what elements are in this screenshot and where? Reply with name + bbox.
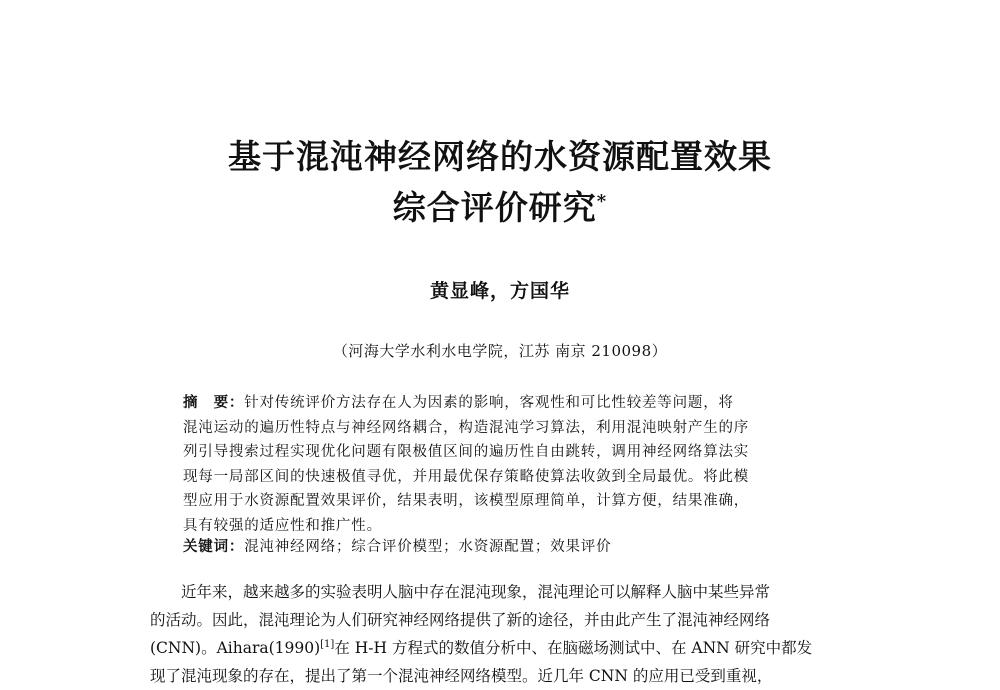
- keywords-label: 关键词：: [183, 539, 245, 555]
- body-line: [150, 634, 860, 662]
- authors: 黄显峰，方国华: [429, 280, 570, 302]
- affiliation: （河海大学水利水电学院，江苏 南京 210098）: [332, 342, 668, 360]
- abstract-line: 列引导搜索过程实现优化问题有限极值区间的遍历性自由跳转，调用神经网络算法实: [183, 444, 750, 461]
- paper-title-line-2: [0, 188, 1000, 228]
- abstract: [183, 391, 823, 539]
- abstract-line: 现每一局部区间的快速极值寻优，并用最优保存策略使算法收敛到全局最优。将此模: [183, 468, 750, 485]
- body-text-segment: (CNN)。Aihara(1990): [150, 639, 321, 657]
- abstract-line: 混沌运动的遍历性特点与神经网络耦合，构造混沌学习算法，利用混沌映射产生的序: [183, 419, 750, 436]
- body-line: 近年来，越来越多的实验表明人脑中存在混沌现象，混沌理论可以解释人脑中某些异常: [181, 583, 771, 601]
- citation-ref[interactable]: [1]: [320, 638, 335, 650]
- title-footnote-mark: *: [596, 191, 608, 212]
- paper-title-line-1: 基于混沌神经网络的水资源配置效果: [228, 137, 772, 176]
- keywords-text: 混沌神经网络；综合评价模型；水资源配置；效果评价: [244, 539, 612, 555]
- abstract-line: 型应用于水资源配置效果评价，结果表明，该模型原理简单，计算方便，结果准确，: [183, 493, 750, 510]
- body-paragraph: [150, 578, 860, 690]
- abstract-label: 摘 要：: [183, 395, 245, 411]
- body-line: 的活动。因此，混沌理论为人们研究神经网络提供了新的途径，并由此产生了混沌神经网络: [150, 611, 771, 629]
- abstract-line: 具有较强的适应性和推广性。: [183, 517, 382, 534]
- abstract-line: [183, 391, 823, 416]
- paper-title-line-2-text: 综合评价研究: [392, 188, 597, 227]
- body-text-segment: 在 H-H 方程式的数值分析中、在脑磁场测试中、在 ANN 研究中都发: [334, 639, 813, 657]
- abstract-text: 针对传统评价方法存在人为因素的影响，客观性和可比性较差等问题，将: [244, 395, 734, 411]
- keywords: [183, 535, 611, 556]
- body-line: 现了混沌现象的存在，提出了第一个混沌神经网络模型。近几年 CNN 的应用已受到重视，: [150, 667, 773, 685]
